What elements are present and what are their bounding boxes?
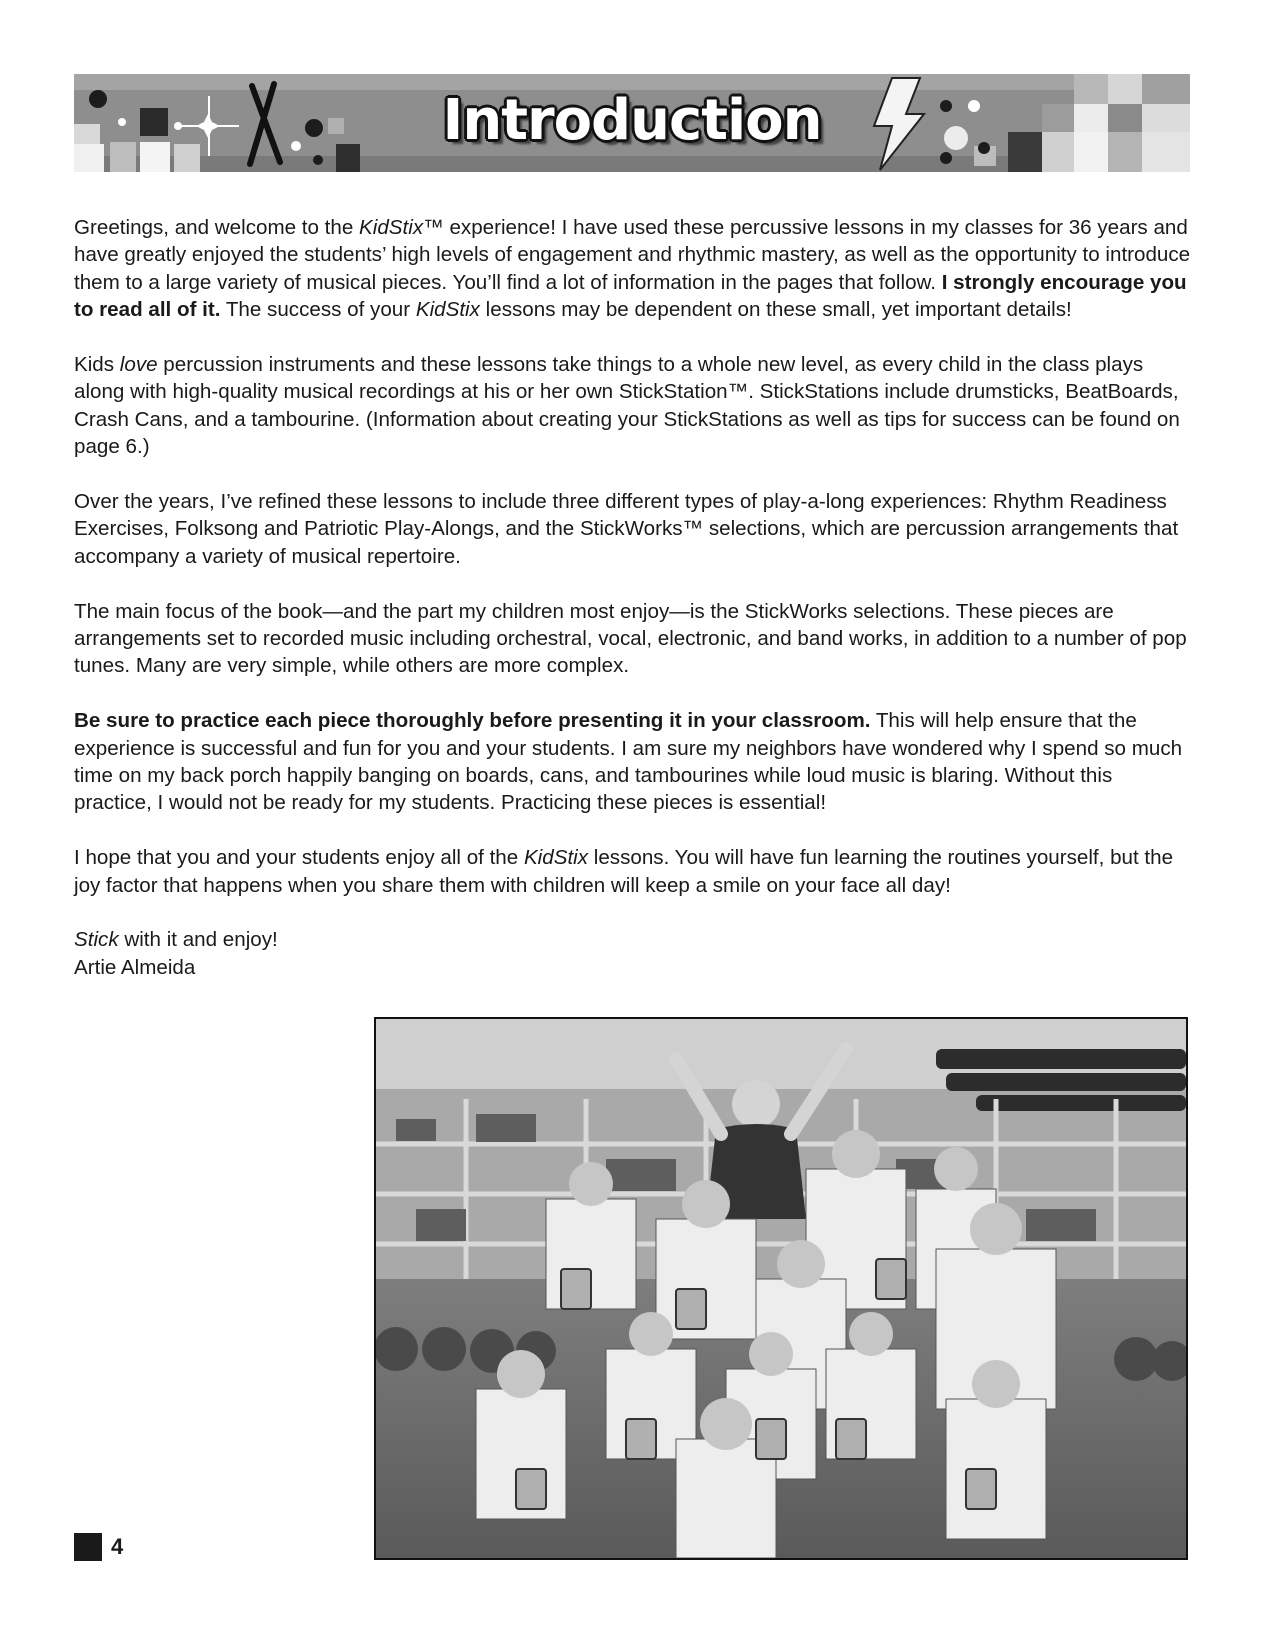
text-run: lessons may be dependent on these small, yet important details! bbox=[479, 298, 1072, 322]
page-number: 4 bbox=[111, 1534, 124, 1559]
author-name: Artie Almeida bbox=[74, 955, 196, 979]
text-run: I hope that you and your students enjoy all of the bbox=[74, 846, 524, 870]
page-number-marker bbox=[74, 1533, 102, 1561]
signoff-line bbox=[74, 926, 1194, 953]
paragraph bbox=[74, 707, 1194, 817]
text-run: ™ experience! I have used these percussive lessons in my classes for 36 years and have greatly enjoyed the students’ high levels of engagement and rhythmic mastery, as well as the opportunity to introduce them to a large variety of musical pieces. You’ll find a lot of information in the pages that follow. bbox=[74, 216, 1191, 294]
italic-text: KidStix bbox=[415, 298, 480, 322]
paragraph bbox=[74, 844, 1194, 899]
text-run: This will help ensure that the experience is successful and fun for you and your students. I am sure my neighbors have wondered why I spend so much time on my back porch happily banging on boards, cans, and tambourines while loud music is blaring. Without this practice, I would not be ready for my students. Practicing these pieces is essential! bbox=[74, 709, 1183, 815]
italic-text: KidStix bbox=[523, 846, 589, 870]
paragraph bbox=[74, 488, 1194, 570]
title-banner bbox=[74, 74, 1190, 172]
text-run: Over the years, I’ve refined these lessons to include three different types of play-a-long experiences: Rhythm Readiness Exercises, Folksong and Patriotic Play-Alongs, and the StickWorks™ selections, which are percussion arrangements that accompany a variety of musical repertoire. bbox=[74, 490, 1179, 568]
text-run: percussion instruments and these lessons take things to a whole new level, as every child in the class plays along with high-quality musical recordings at his or her own StickStation™. StickStations include drumsticks, BeatBoards, Crash Cans, and a tambourine. (Information about creating your StickStations as well as tips for success can be found on page 6.) bbox=[74, 353, 1180, 459]
italic-text: love bbox=[119, 353, 158, 377]
page-title: Introduction bbox=[442, 88, 822, 153]
text-run: Greetings, and welcome to the bbox=[74, 216, 360, 239]
text-run: lessons. You will have fun learning the routines yourself, but the joy factor that happens when you share them with children will keep a smile on your face all day! bbox=[74, 846, 1174, 897]
paragraph bbox=[74, 351, 1194, 461]
page-footer bbox=[74, 1533, 123, 1561]
classroom-photo-illustration bbox=[376, 1019, 1186, 1558]
body-text bbox=[74, 214, 1194, 981]
bold-text: I strongly encourage you to read all of it. bbox=[74, 270, 1187, 322]
italic-text: KidStix bbox=[359, 216, 424, 239]
text-run: The success of your bbox=[220, 298, 416, 322]
signoff-stick: Stick bbox=[74, 928, 119, 952]
text-run: Kids bbox=[74, 353, 120, 377]
text-run: The main focus of the book—and the part my children most enjoy—is the StickWorks selections. These pieces are arrangements set to recorded music including orchestral, vocal, electronic, and band works, in addition to a number of pop tunes. Many are very simple, while others are more complex. bbox=[74, 599, 1187, 678]
bold-text: Be sure to practice each piece thoroughly before presenting it in your classroom. bbox=[74, 709, 871, 733]
paragraph bbox=[74, 214, 1194, 324]
classroom-photo bbox=[374, 1017, 1188, 1560]
paragraph bbox=[74, 598, 1194, 680]
signoff-rest: with it and enjoy! bbox=[118, 928, 278, 952]
